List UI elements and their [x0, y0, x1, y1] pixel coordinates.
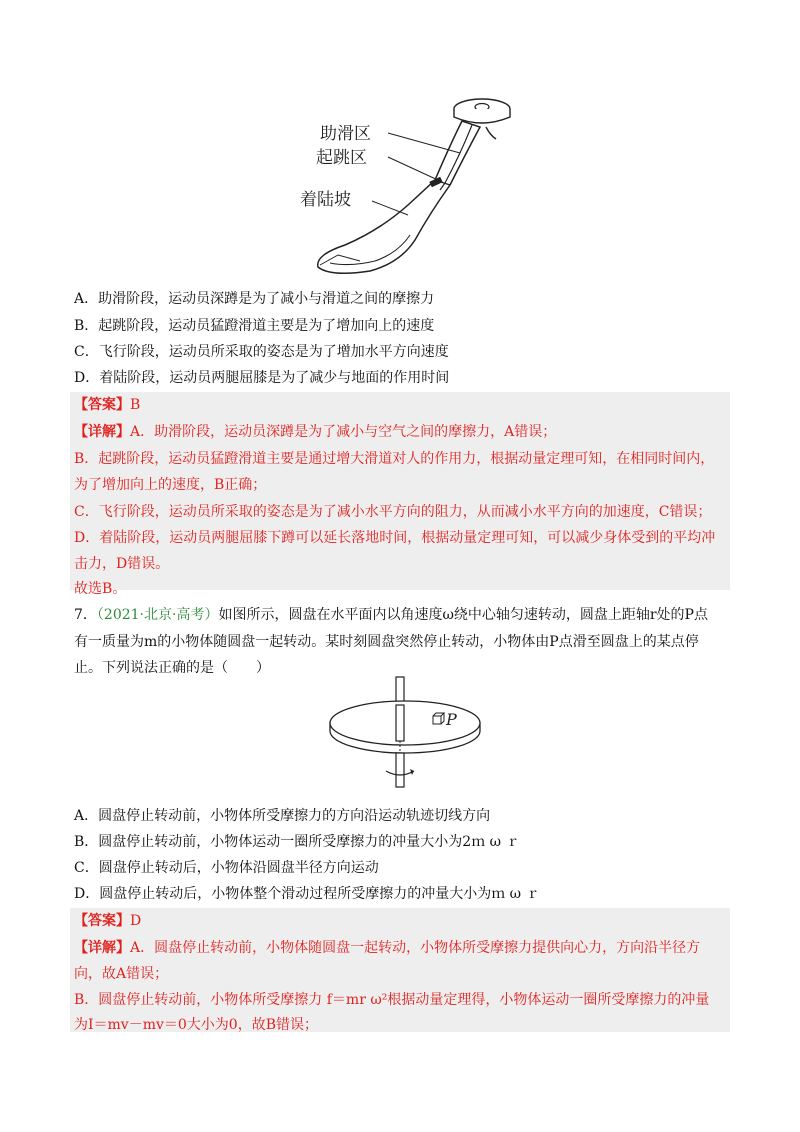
- answer-value: B: [130, 397, 141, 413]
- q7-detail-line-3: B．圆盘停止转动前，小物体所受摩擦力 f＝mr ω²根据动量定理得，小物体运动一圈所受摩擦力的冲量: [74, 992, 710, 1008]
- answer-tag: 【答案】: [74, 913, 130, 929]
- q6-option-d: D．着陆阶段，运动员两腿屈膝是为了减少与地面的作用时间: [74, 370, 450, 386]
- ski-jump-figure: [290, 95, 520, 285]
- q7-answer-line: [74, 911, 141, 931]
- q6-detail-line-1: 【详解】A．助滑阶段，运动员深蹲是为了减小与空气之间的摩擦力，A错误；: [74, 424, 557, 440]
- q6-option-a: A．助滑阶段，运动员深蹲是为了减小与滑道之间的摩擦力: [74, 291, 435, 307]
- label-zhuhua: 助滑区: [320, 124, 371, 144]
- q6-detail-line-6: 击力，D错误。: [74, 556, 170, 572]
- q6-detail-line-3: 为了增加向上的速度，B正确；: [74, 477, 267, 493]
- question-number: 7．: [74, 607, 97, 623]
- q6-detail-line-7: 故选B。: [74, 581, 127, 597]
- q6-detail-line-2: B．起跳阶段，运动员猛蹬滑道主要是通过增大滑道对人的作用力，根据动量定理可知，在相同时间内，: [74, 451, 715, 467]
- label-zhuolu: 着陆坡: [300, 190, 351, 210]
- answer-value: D: [130, 913, 142, 929]
- q6-option-b: B．起跳阶段，运动员猛蹬滑道主要是为了增加向上的速度: [74, 318, 435, 334]
- q7-option-a: A．圆盘停止转动前，小物体所受摩擦力的方向沿运动轨迹切线方向: [74, 808, 491, 824]
- q7-stem-line-2: 有一质量为m的小物体随圆盘一起转动。某时刻圆盘突然停止转动，小物体由P点滑至圆盘上的某点停: [74, 634, 699, 650]
- question-source: （2021·北京·高考）: [96, 607, 219, 623]
- q7-option-d: D．圆盘停止转动后，小物体整个滑动过程所受摩擦力的冲量大小为ｍ ω ｒ: [74, 886, 540, 902]
- q6-detail-line-5: D．着陆阶段，运动员两腿屈膝下蹲可以延长落地时间，根据动量定理可知，可以减少身体受到的平均冲: [74, 530, 716, 546]
- detail-tag: 【详解】: [74, 424, 130, 440]
- q6-option-c: C．飞行阶段，运动员所采取的姿态是为了增加水平方向速度: [74, 344, 449, 360]
- q7-answer-box: [70, 908, 730, 1032]
- q7-detail-line-2: 向，故A错误；: [74, 966, 169, 982]
- q7-option-b: B．圆盘停止转动前，小物体运动一圈所受摩擦力的冲量大小为2ｍ ω ｒ: [74, 834, 520, 850]
- label-qitiao: 起跳区: [316, 148, 367, 168]
- detail-tag: 【详解】: [74, 940, 130, 956]
- q7-stem-line-1: 7．（2021·北京·高考）如图所示，圆盘在水平面内以角速度ω绕中心轴匀速转动，圆盘上距轴r处的P点: [74, 607, 708, 623]
- q7-detail-line-4: 为I＝mv－mv＝0大小为0，故B错误；: [74, 1017, 319, 1033]
- q7-detail-line-1: 【详解】A．圆盘停止转动前，小物体随圆盘一起转动，小物体所受摩擦力提供向心力，方向沿半径方: [74, 940, 701, 956]
- answer-tag: 【答案】: [74, 397, 130, 413]
- q7-option-c: C．圆盘停止转动后，小物体沿圆盘半径方向运动: [74, 860, 379, 876]
- point-label-p: P: [446, 710, 457, 729]
- rotating-disk-figure: [320, 675, 490, 790]
- q7-stem-line-3: 止。下列说法正确的是（ ）: [74, 660, 270, 676]
- q6-answer-line: [74, 395, 140, 415]
- q6-detail-line-4: C．飞行阶段，运动员所采取的姿态是为了减小水平方向的阻力，从而减小水平方向的加速度，C错误；: [74, 504, 712, 520]
